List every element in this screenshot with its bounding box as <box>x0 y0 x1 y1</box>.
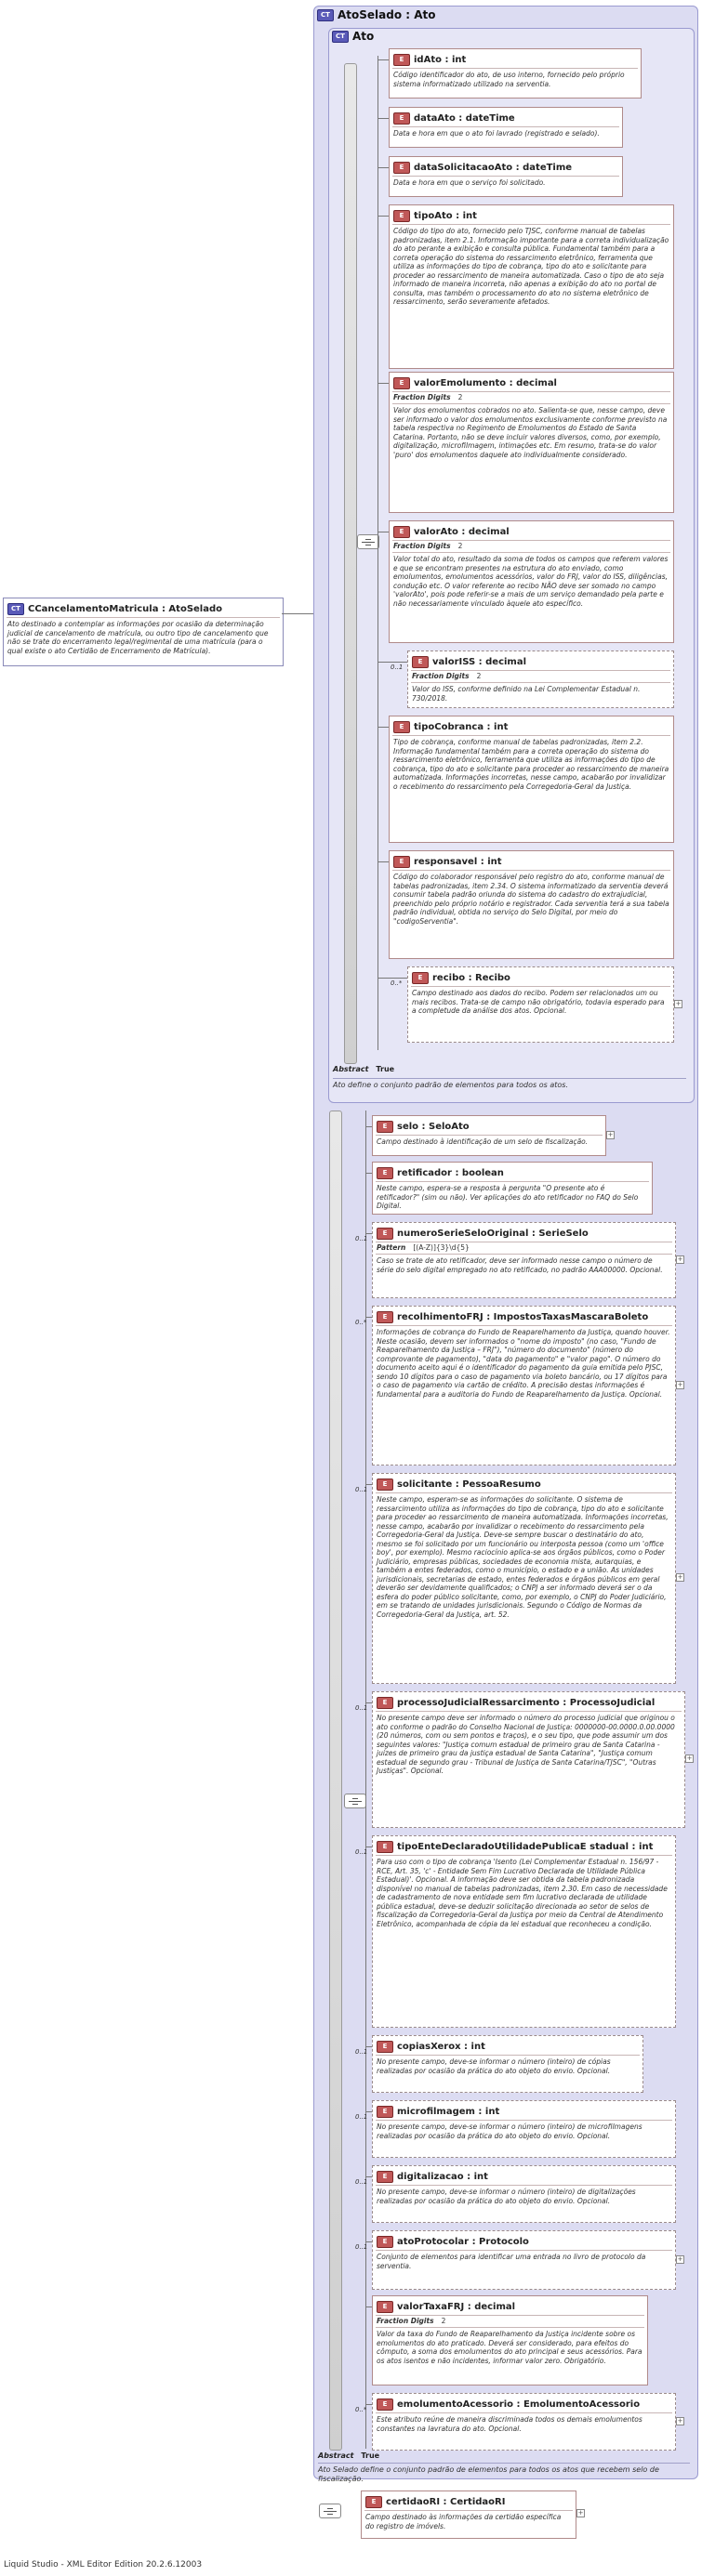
cardinality-label: 0..1 <box>355 1235 368 1242</box>
selado-element <box>372 1222 676 1298</box>
element-icon: E <box>377 1479 393 1491</box>
selado-element <box>372 2393 676 2451</box>
element-desc: Conjunto de elementos para identificar uma entrada no livro de protocolo da serventia. <box>376 2250 672 2288</box>
ato-element <box>389 372 674 513</box>
element-desc: No presente campo, deve-se informar o número (inteiro) de cópias realizadas por ocasião da prática do ato objeto do envio. Opcional. <box>376 2055 640 2091</box>
element-connector <box>365 2046 372 2047</box>
ato-element <box>389 520 674 643</box>
ato-abstract-note: Ato define o conjunto padrão de elementos para todos os atos. <box>333 1078 686 1090</box>
element-icon: E <box>393 856 410 868</box>
expand-icon[interactable]: + <box>577 2509 584 2517</box>
element-icon: E <box>412 972 429 984</box>
element-desc: Código do colaborador responsável pelo registro do ato, conforme manual de tabelas padronizadas, item 2.34. O sistema informatizado da serventia deverá consumir tabela padrão oriunda do sistema do cadastro do extrajudicial, preenchido pelo próprio notário e registrador. Cada serventia terá a sua tabela padrão individual, obtida no serviço do Selo Digital, por meio do "codigoServentia". <box>392 870 670 957</box>
element-desc: Valor total do ato, resultado da soma de todos os campos que referem valores e que se encontram presentes na estrutura do ato enviado, como emolumentos, emolumentos acessórios, valor do FRJ, valor do ISS, diligências, condução etc. O valor referente ao recibo NÃO deve ser somado no campo 'valorAto', pois pode referir-se a mais de um serviço demandado pela parte e não necessariamente vinculado àquele ato específico. <box>392 552 670 641</box>
element-connector <box>377 861 389 862</box>
element-connector <box>377 727 389 728</box>
element-name: atoProtocolar : Protocolo <box>397 2237 529 2247</box>
ato-element <box>389 716 674 843</box>
element-name: recibo : Recibo <box>432 973 510 983</box>
root-type-box <box>3 598 284 666</box>
selado-element <box>372 1473 676 1684</box>
abstract-value: True <box>376 1065 395 1073</box>
cardinality-label: 0..1 <box>355 2113 368 2121</box>
certidao-sequence-icon <box>319 2504 341 2518</box>
selado-sequence-icon <box>344 1794 366 1808</box>
selado-element <box>372 1162 653 1215</box>
element-icon: E <box>393 210 410 222</box>
facet-value: 2 <box>457 393 463 401</box>
element-desc: Para uso com o tipo de cobrança 'Isento (Lei Complementar Estadual n. 156/97 - RCE, Art. 35, 'c' - Entidade Sem Fim Lucrativo Declarada de Utilidade Pública Estadual)'. Opcional. A informação deve ser obtida da tabela padronizada disponível no manual de tabelas padronizadas, item 2.30. Em caso de necessidade de cadastramento de nova entidade sem fim lucrativo declarada de utilidade pública estadual, deve-se deduzir solicitação direcionada ao setor de selos de fiscalização da Corregedoria-Geral da Justiça por meio da Central de Atendimento Eletrônico, acompanhada de cópia da lei estadual que reconheceu a condição. <box>376 1855 672 2026</box>
element-icon: E <box>377 1697 393 1709</box>
selado-element <box>372 1691 685 1828</box>
element-icon: E <box>393 112 410 125</box>
ato-title: Ato <box>352 30 375 43</box>
abstract-label: Abstract <box>318 2451 354 2460</box>
facet-row <box>411 670 670 682</box>
element-desc: Informações de cobrança do Fundo de Reaparelhamento da Justiça, quando houver. Neste ocasião, devem ser informados o "nome do imposto" (no caso, "Fundo de Reaparelhamento da Justiça – FRJ"), "número do documento" (número do comprovante de pagamento), "data do pagamento" e "valor pago". O número do documento aceito aqui é o identificador do pagamento da guia emitida pelo PJSC, sendo 10 dígitos para o caso de pagamento via boleto bancário, ou 17 dígitos para o caso de pagamento via cartão de crédito. A precisão destas informações é fundamental para a auditoria do Fundo de Reaparelhamento da Justiça. Opcional. <box>376 1325 672 1464</box>
cardinality-label: 0..1 <box>355 2243 368 2251</box>
cardinality-label: 0..1 <box>355 2178 368 2186</box>
cardinality-label: 0..* <box>391 979 403 987</box>
facet-label: Fraction Digits <box>393 542 451 550</box>
element-connector <box>365 2404 372 2405</box>
atoselado-header <box>317 8 436 21</box>
cardinality-label: 0..1 <box>355 1704 368 1712</box>
selado-element <box>372 2295 648 2385</box>
element-icon: E <box>393 54 410 66</box>
expand-icon[interactable]: + <box>607 1131 614 1138</box>
element-icon: E <box>377 2171 393 2183</box>
element-connector <box>365 2176 372 2177</box>
element-connector <box>377 59 389 60</box>
ato-element <box>389 204 674 369</box>
element-connector <box>377 216 389 217</box>
element-name: valorTaxaFRJ : decimal <box>397 2302 516 2312</box>
element-connector <box>365 1317 372 1318</box>
element-icon: E <box>412 656 429 668</box>
footer-text: Liquid Studio - XML Editor Edition 20.2.6.12003 <box>4 2560 203 2569</box>
element-name: emolumentoAcessorio : EmolumentoAcessorio <box>397 2399 641 2410</box>
element-desc: Tipo de cobrança, conforme manual de tabelas padronizadas, item 2.2. Informação fundamental também para a correta operação do sistema do ressarcimento eletrônico, ferramenta que utiliza as informações do tipo de cobrança, tipo do ato e solicitante para proceder ao ressarcimento de maneira automatizada. Informações incorretas, nesse campo, acabarão por invalidizar o recebimento do ressarcimento pela Corregedoria-Geral da Justiça. <box>392 735 670 841</box>
ato-element <box>407 966 674 1043</box>
element-connector <box>377 118 389 119</box>
facet-label: Fraction Digits <box>412 672 470 680</box>
element-name: valorISS : decimal <box>432 657 527 667</box>
element-desc: Caso se trate de ato retificador, deve ser informado nesse campo o número de série do selo digital empregado no ato retificado, no padrão AAA00000. Opcional. <box>376 1254 672 1296</box>
cardinality-label: 0..1 <box>355 2048 368 2056</box>
element-icon: E <box>365 2496 382 2508</box>
selado-sequence-rail <box>329 1111 342 2451</box>
certidao-element <box>361 2491 576 2539</box>
facet-value: 2 <box>457 542 463 550</box>
ato-element <box>389 850 674 959</box>
selado-element <box>372 2035 643 2093</box>
element-icon: E <box>377 1311 393 1323</box>
element-name: numeroSerieSeloOriginal : SerieSelo <box>397 1229 589 1239</box>
facet-row <box>392 540 670 552</box>
cardinality-label: 0..1 <box>355 1848 368 1856</box>
atoselado-title: AtoSelado : Ato <box>338 8 436 21</box>
element-desc: No presente campo, deve-se informar o número (inteiro) de microfilmagens realizadas por ocasião da prática do ato objeto do envio. Opcional. <box>376 2120 672 2156</box>
selado-element <box>372 2100 676 2158</box>
element-name: idAto : int <box>414 55 467 65</box>
element-icon: E <box>377 1167 393 1179</box>
expand-icon[interactable]: + <box>677 1573 683 1581</box>
element-connector <box>365 1233 372 1234</box>
facet-row <box>376 1242 672 1254</box>
element-icon: E <box>393 721 410 733</box>
element-name: tipoAto : int <box>414 211 477 221</box>
element-desc: Neste campo, esperam-se as informações do solicitante. O sistema de ressarcimento utiliza as informações do tipo de cobrança, tipo do ato e solicitante para proceder ao ressarcimento de maneira automatizada. Informações incorretas, nesse campo, acabarão por invalidizar o recebimento do ressarcimento pela Corregedoria-Geral da Justiça. Deve-se sempre buscar o destinatário do ato, mesmo se foi solicitado por um funcionário ou interposta pessoa (como um 'office boy', por exemplo). Mesmo raciocínio aplica-se aos órgãos públicos, como o Poder Judiciário, empresas públicas, sociedades de economia mista, autarquias, e também a entes federados, como o município, o estado e a união. As unidades jurisdicionais, secretarias de estado, entes federados e órgãos públicos em geral deverão ser devidamente qualificados; o CNPJ a ser informado deverá ser o da esfera do poder público solicitante, como, por exemplo, o CNPJ do Poder Judiciário, em se tratando de unidades jurisdicionais. Segundo o Código de Normas da Corregedoria-Geral da Justiça, art. 52. <box>376 1492 672 1682</box>
root-type-title: CCancelamentoMatricula : AtoSelado <box>28 604 223 614</box>
ato-element <box>389 156 623 197</box>
root-type-desc: Ato destinado a contemplar as informações por ocasião da determinação judicial de cancelamento de matrícula, ou outro tipo de cancelamento que não se trate do encerramento legal/regimental de uma matrícula (para o qual existe o ato Certidão de Encerramento de Matrícula). <box>7 617 280 664</box>
element-icon: E <box>377 2106 393 2118</box>
expand-icon[interactable]: + <box>677 1255 683 1263</box>
element-connector <box>365 1126 372 1127</box>
ato-element <box>407 651 674 708</box>
selado-element <box>372 1115 606 1156</box>
element-name: dataSolicitacaoAto : dateTime <box>414 163 573 173</box>
element-name: solicitante : PessoaResumo <box>397 1479 541 1490</box>
facet-value: 2 <box>441 2317 446 2325</box>
element-icon: E <box>377 1841 393 1853</box>
element-desc: Valor da taxa do Fundo de Reaparelhamento da Justiça incidente sobre os emolumentos do ato praticado. Deverá ser considerado, para efeitos do cômputo, a soma dos emolumentos do ato principal e seus acessórios. Para os atos isentos e não incidentes, informar valor zero. Obrigatório. <box>376 2327 644 2384</box>
root-connector <box>282 613 313 614</box>
element-connector <box>365 2111 372 2112</box>
element-desc: Valor do ISS, conforme definido na Lei Complementar Estadual n. 730/2018. <box>411 682 670 706</box>
element-name: processoJudicialRessarcimento : ProcessoJudicial <box>397 1698 656 1708</box>
complex-type-icon: CT <box>332 31 349 43</box>
ato-sequence-icon <box>357 534 379 549</box>
element-connector <box>365 1173 372 1174</box>
abstract-value: True <box>361 2451 380 2460</box>
element-name: tipoCobranca : int <box>414 722 509 732</box>
element-name: microfilmagem : int <box>397 2107 500 2117</box>
selado-abstract-row <box>318 2451 379 2460</box>
element-connector <box>377 662 407 663</box>
facet-label: Fraction Digits <box>393 393 451 401</box>
element-desc: No presente campo deve ser informado o número do processo judicial que originou o ato conforme o padrão do Conselho Nacional de Justiça: 0000000-00.0000.0.00.0000 (20 números, com ou sem pontos e traços), e o seu tipo, que pode assumir um dos seguintes valores: "Justiça comum estadual de primeiro grau de Santa Catarina - juízes de primeiro grau da justiça estadual de Santa Catarina", "Justiça comum estadual de segundo grau - Tribunal de Justiça de Santa Catarina/TJSC", "Outras Justiças". Opcional. <box>376 1711 682 1826</box>
expand-icon[interactable]: + <box>675 1000 682 1007</box>
element-icon: E <box>393 162 410 174</box>
selado-element <box>372 1306 676 1465</box>
element-desc: Código identificador do ato, de uso interno, fornecido pelo próprio sistema informatizado utilizado na serventia. <box>392 68 638 97</box>
element-connector <box>377 167 389 168</box>
facet-label: Pattern <box>377 1243 406 1252</box>
element-desc: Campo destinado à identificação de um selo de fiscalização. <box>376 1135 603 1154</box>
expand-icon[interactable]: + <box>677 2417 683 2425</box>
ato-element <box>389 107 623 148</box>
element-icon: E <box>377 2236 393 2248</box>
certidao-name: certidaoRI : CertidaoRI <box>386 2497 506 2507</box>
element-name: digitalizacao : int <box>397 2172 488 2182</box>
certidao-desc: Campo destinado às informações da certidão específica do registro de imóvels. <box>364 2510 573 2537</box>
expand-icon[interactable]: + <box>677 2255 683 2263</box>
element-desc: Campo destinado aos dados do recibo. Podem ser relacionados um ou mais recibos. Trata-se de campo não obrigatório, todavia esperado para a completude da análise dos atos. Opcional. <box>411 986 670 1041</box>
cardinality-label: 0..1 <box>391 664 404 671</box>
ato-element <box>389 48 642 99</box>
element-connector <box>377 383 389 384</box>
facet-label: Fraction Digits <box>377 2317 434 2325</box>
element-desc: Neste campo, espera-se a resposta à pergunta "O presente ato é retificador?" (sim ou não). Ver aplicações do ato retificador no FAQ do Selo Digital. <box>376 1181 649 1213</box>
element-connector <box>377 978 407 979</box>
selado-element <box>372 1835 676 2028</box>
element-name: recolhimentoFRJ : ImpostosTaxasMascaraBoleto <box>397 1312 649 1322</box>
facet-value: 2 <box>476 672 482 680</box>
element-desc: Este atributo reúne de maneira discriminada todos os demais emolumentos constantes na lavratura do ato. Opcional. <box>376 2412 672 2449</box>
ato-abstract-row <box>333 1065 394 1073</box>
cardinality-label: 0..1 <box>355 1486 368 1493</box>
element-name: valorAto : decimal <box>414 527 510 537</box>
cardinality-label: 0..* <box>355 2406 367 2413</box>
element-icon: E <box>377 2041 393 2053</box>
element-icon: E <box>377 1121 393 1133</box>
element-name: copiasXerox : int <box>397 2042 485 2052</box>
element-desc: Data e hora em que o ato foi lavrado (registrado e selado). <box>392 126 619 146</box>
element-connector <box>365 2241 372 2242</box>
expand-icon[interactable]: + <box>677 1381 683 1388</box>
element-connector <box>365 1702 372 1703</box>
element-name: retificador : boolean <box>397 1168 504 1178</box>
selado-element <box>372 2165 676 2223</box>
element-desc: Data e hora em que o serviço foi solicitado. <box>392 176 619 195</box>
facet-row <box>376 2315 644 2327</box>
element-icon: E <box>377 1228 393 1240</box>
expand-icon[interactable]: + <box>686 1755 693 1762</box>
abstract-label: Abstract <box>333 1065 369 1073</box>
complex-type-icon: CT <box>317 9 334 21</box>
element-desc: No presente campo, deve-se informar o número (inteiro) de digitalizações realizadas por ocasião da prática do ato objeto do envio. Opcional. <box>376 2185 672 2221</box>
element-icon: E <box>377 2301 393 2313</box>
cardinality-label: 0..* <box>355 1319 367 1326</box>
element-desc: Valor dos emolumentos cobrados no ato. Salienta-se que, nesse campo, deve ser informado o valor dos emolumentos exclusivamente conforme previsto na tabela respectiva no Regimento de Emolumentos do Estado de Santa Catarina. Portanto, não se deve incluir valores diversos, como, por exemplo, digitalização, microfilmagem, intimações etc. Em resumo, trata-se do valor 'puro' dos emolumentos daquele ato individualmente considerado. <box>392 403 670 511</box>
element-desc: Código do tipo do ato, fornecido pelo TJSC, conforme manual de tabelas padronizadas, item 2.1. Informação importante para a correta individualização do ato perante a exibição e consulta pública. Fundamental também para a correta operação do sistema do ressarcimento eletrônico, ferramenta que utiliza as informações do tipo de cobrança, tipo do ato e solicitante para proceder ao ressarcimento de maneira automatizada. Caso o tipo de ato seja informado de maneira incorreta, não apenas a exibição do ato no portal de consulta, mas também o processamento do ato no sistema eletrônico de ressarcimento, serão severamente afetados. <box>392 224 670 367</box>
facet-row <box>392 391 670 403</box>
element-name: valorEmolumento : decimal <box>414 378 557 388</box>
element-name: dataAto : dateTime <box>414 113 515 124</box>
ato-header <box>332 30 374 43</box>
complex-type-icon: CT <box>7 603 24 615</box>
element-name: responsavel : int <box>414 857 502 867</box>
ato-sequence-rail <box>344 63 357 1064</box>
element-icon: E <box>393 526 410 538</box>
selado-abstract-note: Ato Selado define o conjunto padrão de elementos para todos os atos que recebem selo de fiscalização. <box>318 2463 690 2484</box>
element-name: selo : SeloAto <box>397 1122 470 1132</box>
element-connector <box>365 1484 372 1485</box>
element-name: tipoEnteDeclaradoUtilidadePublicaE stadual : int <box>397 1842 654 1852</box>
facet-value: [(A-Z)]{3}\d{5} <box>413 1243 470 1252</box>
element-icon: E <box>393 377 410 389</box>
element-icon: E <box>377 2399 393 2411</box>
selado-element <box>372 2230 676 2290</box>
